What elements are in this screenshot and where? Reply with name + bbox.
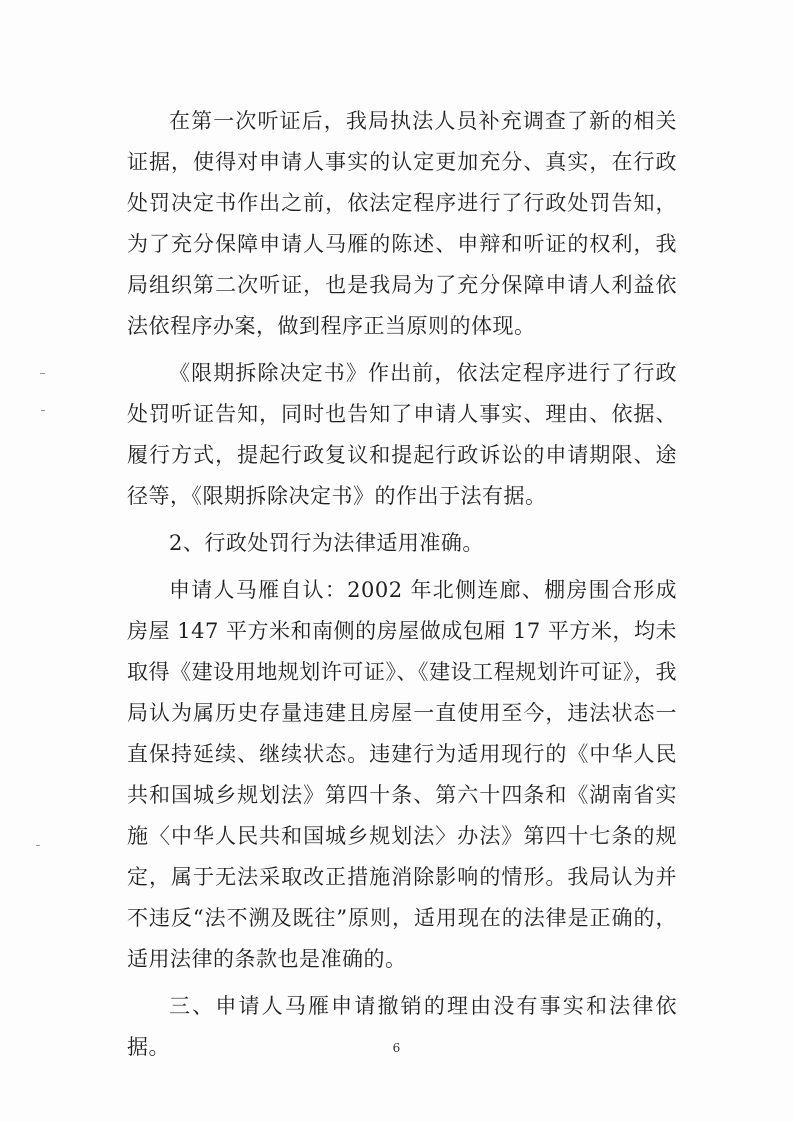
section-heading-revocation-reasons: 三、申请人马雁申请撤销的理由没有事实和法律依据。 (127, 994, 677, 1059)
scan-mark (36, 845, 40, 846)
scan-mark (40, 373, 45, 374)
paragraph-law-application: 申请人马雁自认：2002 年北侧连廊、棚房围合形成房屋 147 平方米和南侧的房屋做成包厢 17 平方米，均未取得《建设用地规划许可证》、《建设工程规划许可证》，我局认为属历史存量违建且房屋一直使用至今，违法状态一直保持延续、继续状态。违建行为适用现行的《中华人民共和国城乡规划法》第四十条、第六十四条和《湖南省实施〈中华人民共和国城乡规划法〉办法》第四十七条的规定，属于无法采取改正措施消除影响的情形。我局认为并不违反“法不溯及既往”原则，适用现在的法律是正确的，适用法律的条款也是准确的。 (127, 578, 677, 971)
document-body (127, 101, 677, 1074)
paragraph-hearing-procedure: 在第一次听证后，我局执法人员补充调查了新的相关证据，使得对申请人事实的认定更加充分、真实，在行政处罚决定书作出之前，依法定程序进行了行政处罚告知，为了充分保障申请人马雁的陈述、申辩和听证的权利，我局组织第二次听证，也是我局为了充分保障申请人利益依法依程序办案，做到程序正当原则的体现。 (127, 109, 677, 338)
page-number: 6 (392, 1041, 401, 1055)
scan-mark (41, 410, 45, 411)
section-heading-law-application: 2、行政处罚行为法律适用准确。 (169, 531, 484, 555)
paragraph-demolition-decision: 《限期拆除决定书》作出前，依法定程序进行了行政处罚听证告知，同时也告知了申请人事实、理由、依据、履行方式，提起行政复议和提起行政诉讼的申请期限、途径等，《限期拆除决定书》的作出于法有据。 (127, 361, 677, 508)
